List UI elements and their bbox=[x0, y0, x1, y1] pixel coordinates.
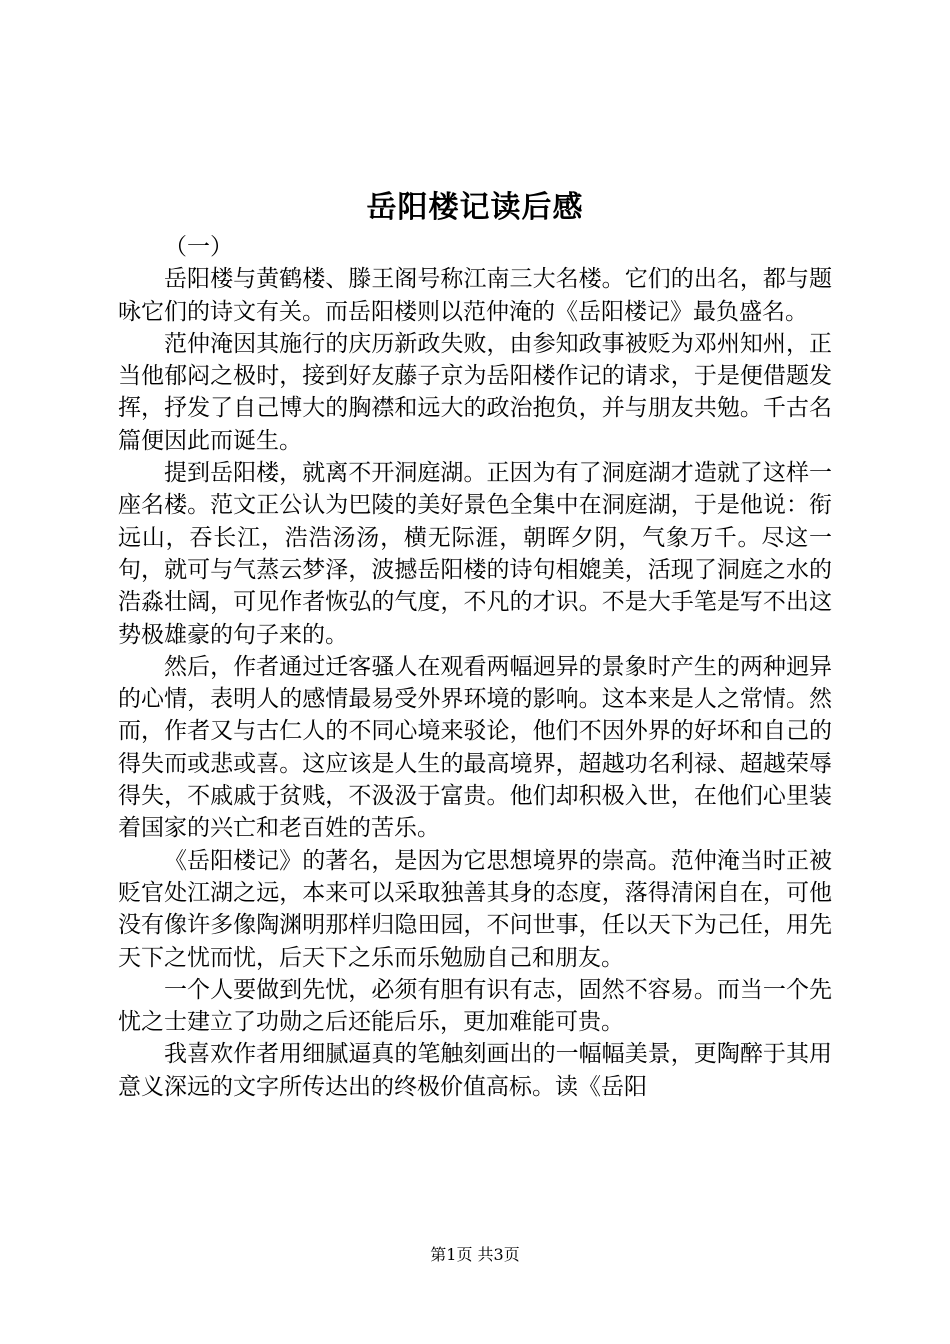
paragraph: 范仲淹因其施行的庆历新政失败，由参知政事被贬为邓州知州，正当他郁闷之极时，接到好友藤子京为岳阳楼作记的请求，于是便借题发挥，抒发了自己博大的胸襟和远大的政治抱负，并与朋友共勉。千古名篇便因此而诞生。 bbox=[118, 330, 832, 454]
page-title: 岳阳楼记读后感 bbox=[366, 190, 584, 225]
page-footer: 第1页 共3页 bbox=[430, 1245, 520, 1264]
paragraph: 我喜欢作者用细腻逼真的笔触刻画出的一幅幅美景，更陶醉于其用意义深远的文字所传达出的终极价值高标。读《岳阳 bbox=[118, 1041, 832, 1100]
paragraph: 《岳阳楼记》的著名，是因为它思想境界的崇高。范仲淹当时正被贬官处江湖之远，本来可以采取独善其身的态度，落得清闲自在，可他没有像许多像陶渊明那样归隐田园，不问世事，任以天下为己任，用先天下之忧而忧，后天下之乐而乐勉励自己和朋友。 bbox=[118, 847, 832, 971]
paragraph: 然后，作者通过迁客骚人在观看两幅迥异的景象时产生的两种迥异的心情，表明人的感情最易受外界环境的影响。这本来是人之常情。然而，作者又与古仁人的不同心境来驳论，他们不因外界的好坏和自己的得失而或悲或喜。这应该是人生的最高境界，超越功名利禄、超越荣辱得失，不戚戚于贫贱，不汲汲于富贵。他们却积极入世，在他们心里装着国家的兴亡和老百姓的苦乐。 bbox=[118, 653, 832, 842]
section-marker: （一） bbox=[164, 234, 233, 260]
document-body bbox=[118, 231, 832, 1103]
paragraph: 提到岳阳楼，就离不开洞庭湖。正因为有了洞庭湖才造就了这样一座名楼。范文正公认为巴陵的美好景色全集中在洞庭湖，于是他说：衔远山，吞长江，浩浩汤汤，横无际涯，朝晖夕阴，气象万千。尽这一句，就可与气蒸云梦泽，波撼岳阳楼的诗句相媲美，活现了洞庭之水的浩淼壮阔，可见作者恢弘的气度，不凡的才识。不是大手笔是写不出这势极雄豪的句子来的。 bbox=[118, 460, 832, 648]
paragraph: 岳阳楼与黄鹤楼、滕王阁号称江南三大名楼。它们的出名，都与题咏它们的诗文有关。而岳阳楼则以范仲淹的《岳阳楼记》最负盛名。 bbox=[118, 266, 832, 325]
paragraph: 一个人要做到先忧，必须有胆有识有志，固然不容易。而当一个先忧之士建立了功勋之后还能后乐，更加难能可贵。 bbox=[118, 976, 832, 1036]
